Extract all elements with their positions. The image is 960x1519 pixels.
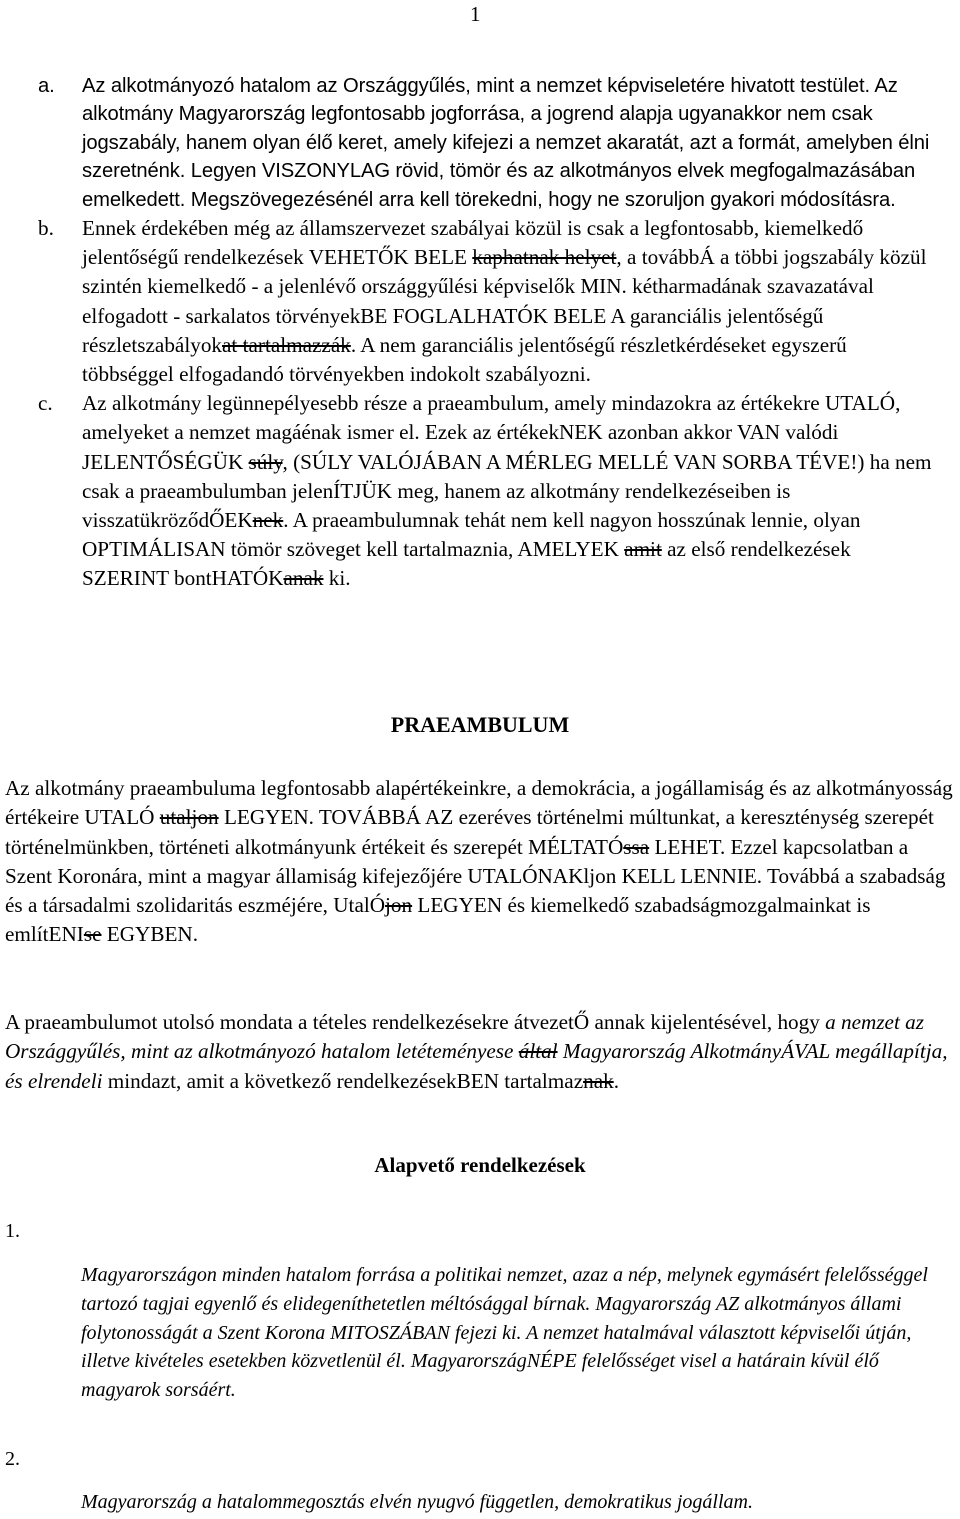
item-text [82, 216, 927, 386]
praeambulum-heading: PRAEAMBULUM [390, 712, 570, 737]
text-run: LEGYEN. TOVÁBBÁ AZ ezeréves történelmi múltunkat, a kereszténység szerepét történelmünkben, történeti alkotmányunk értékeit és szerepét MÉLTATÓ [5, 805, 934, 859]
text-run: Ennek érdekében még az államszervezet szabályai közül is csak a legfontosabb, kiemelkedő jelentőségű rendelkezések VEHETŐK BELE [82, 216, 864, 270]
text-run: , a továbbÁ a többi jogszabály közül szintén kiemelkedő - a jelenlévő országgyűlési képviselők MIN. kétharmadának szavazatával elfogadott - sarkalatos törvényekBE FOGLALHATÓK BELE A garanciális jelentőségű részletszabályok [82, 245, 927, 357]
item-text [82, 391, 932, 590]
struck-text: amit [624, 537, 662, 562]
page-number: 1 [470, 2, 481, 26]
text-run: A praeambulumot utolsó mondata a tételes rendelkezésekre átvezetŐ annak kijelentésével, hogy [5, 1010, 826, 1034]
struck-text: utaljon [159, 805, 219, 830]
text-run: Az alkotmány legünnepélyesebb része a praeambulum, amely mindazokra az értékekre UTALÓ, amelyeket a nemzet magáénak ismer el. Ezek az értékekNEK azonban akkor VAN valódi JELENTŐSÉGÜK [82, 391, 901, 474]
struck-text: anak [283, 566, 324, 591]
struck-text: nak [583, 1068, 614, 1093]
list-marker: c. [38, 391, 53, 416]
struck-text: ssa [623, 834, 650, 859]
article-number-2: 2. [5, 1448, 20, 1470]
praeambulum-paragraph-2 [5, 1008, 953, 1096]
struck-text: által [518, 1039, 558, 1064]
text-run: az első rendelkezések SZERINT bontHATÓK [82, 537, 851, 591]
list-item-b [30, 214, 942, 389]
list-marker: a. [38, 75, 55, 97]
alapveto-heading: Alapvető rendelkezések [374, 1153, 586, 1177]
struck-text: se [83, 922, 102, 947]
italic-text: Magyarország AlkotmányÁVAL megállapítja, és elrendeli [5, 1039, 948, 1093]
list-item-a [30, 72, 942, 214]
struck-text: nek [252, 508, 284, 533]
text-run: . A praeambulumnak tehát nem kell nagyon hosszúnak lennie, olyan OPTIMÁLISAN tömör szöveget kell tartalmaznia, AMELYEK [82, 508, 861, 562]
list-marker: b. [38, 216, 54, 241]
struck-text: súly [248, 449, 283, 474]
intro-list [30, 72, 942, 594]
praeambulum-paragraph-1 [5, 774, 953, 950]
text-run: LEHET. Ezzel kapcsolatban a Szent Koronára, mint a magyar államiság kifejezőjére UTALÓNAKljon KELL LENNIE. Továbbá a szabadság és a társadalmi szolidaritás eszméjére, UtalÓ [5, 834, 946, 918]
item-text [82, 75, 929, 211]
article-number-1: 1. [5, 1220, 20, 1242]
text-run: mindazt, amit a következő rendelkezésekBEN tartalmaz [102, 1068, 584, 1093]
text-run: Az alkotmányozó hatalom az Országgyűlés, mint a nemzet képviseletére hivatott testület. Az alkotmány Magyarország legfontosabb jogforrása, a jogrend alapja ugyanakkor nem csak jogszabály, hanem olyan élő keret, amely kifejezi a nemzet akaratát, azt a formát, amelyben élni szeretnénk. Legyen VISZONYLAG rövid, tömör és az alkotmányos elvek megfogalmazásában emelkedett. Megszövegezésénél arra kell törekedni, hogy ne szoruljon gyakori módosításra. [82, 75, 930, 211]
struck-text: jon [385, 893, 413, 918]
struck-text: kaphatnak helyet [472, 245, 617, 270]
text-run: ki. [323, 566, 351, 591]
text-run: EGYBEN. [101, 922, 199, 947]
text-run: . A nem garanciális jelentőségű részletkérdéseket egyszerű többséggel elfogadandó törvényekben indokolt szabályozni. [82, 332, 847, 387]
text-run: LEGYEN és kiemelkedő szabadságmozgalmainkat is említENI [5, 893, 871, 947]
text-run: . [613, 1068, 619, 1093]
article-text-2: Magyarország a hatalommegosztás elvén nyugvó független, demokratikus jogállam. [81, 1491, 753, 1513]
article-text-1: Magyarországon minden hatalom forrása a politikai nemzet, azaz a nép, melynek egymásért felelősséggel tartozó tagjai egyenlő és elidegeníthetetlen méltósággal bírnak. Magyarország AZ alkotmányos állami folytonosságát a Szent Korona MITOSZÁBAN fejezi ki. A nemzet hatalmával választott képviselői útján, illetve kivételes esetekben közvetlenül él. MagyarországNÉPE felelősséget visel a határain kívül élő magyarok sorsáért. [81, 1264, 928, 1402]
text-run: , (SÚLY VALÓJÁBAN A MÉRLEG MELLÉ VAN SORBA TÉVE!) ha nem csak a praeambulumban jelenÍTJÜK meg, hanem az alkotmány rendelkezéseiben is visszatükröződŐEK [82, 449, 932, 533]
text-run: Az alkotmány praeambuluma legfontosabb alapértékeinkre, a demokrácia, a jogállamiság és az alkotmányosság értékeire UTALÓ [5, 776, 953, 830]
list-item-c [30, 389, 942, 593]
italic-text: a nemzet az Országgyűlés, mint az alkotmányozó hatalom letéteményese [5, 1010, 924, 1064]
struck-text: at tartalmazzák [222, 332, 351, 357]
